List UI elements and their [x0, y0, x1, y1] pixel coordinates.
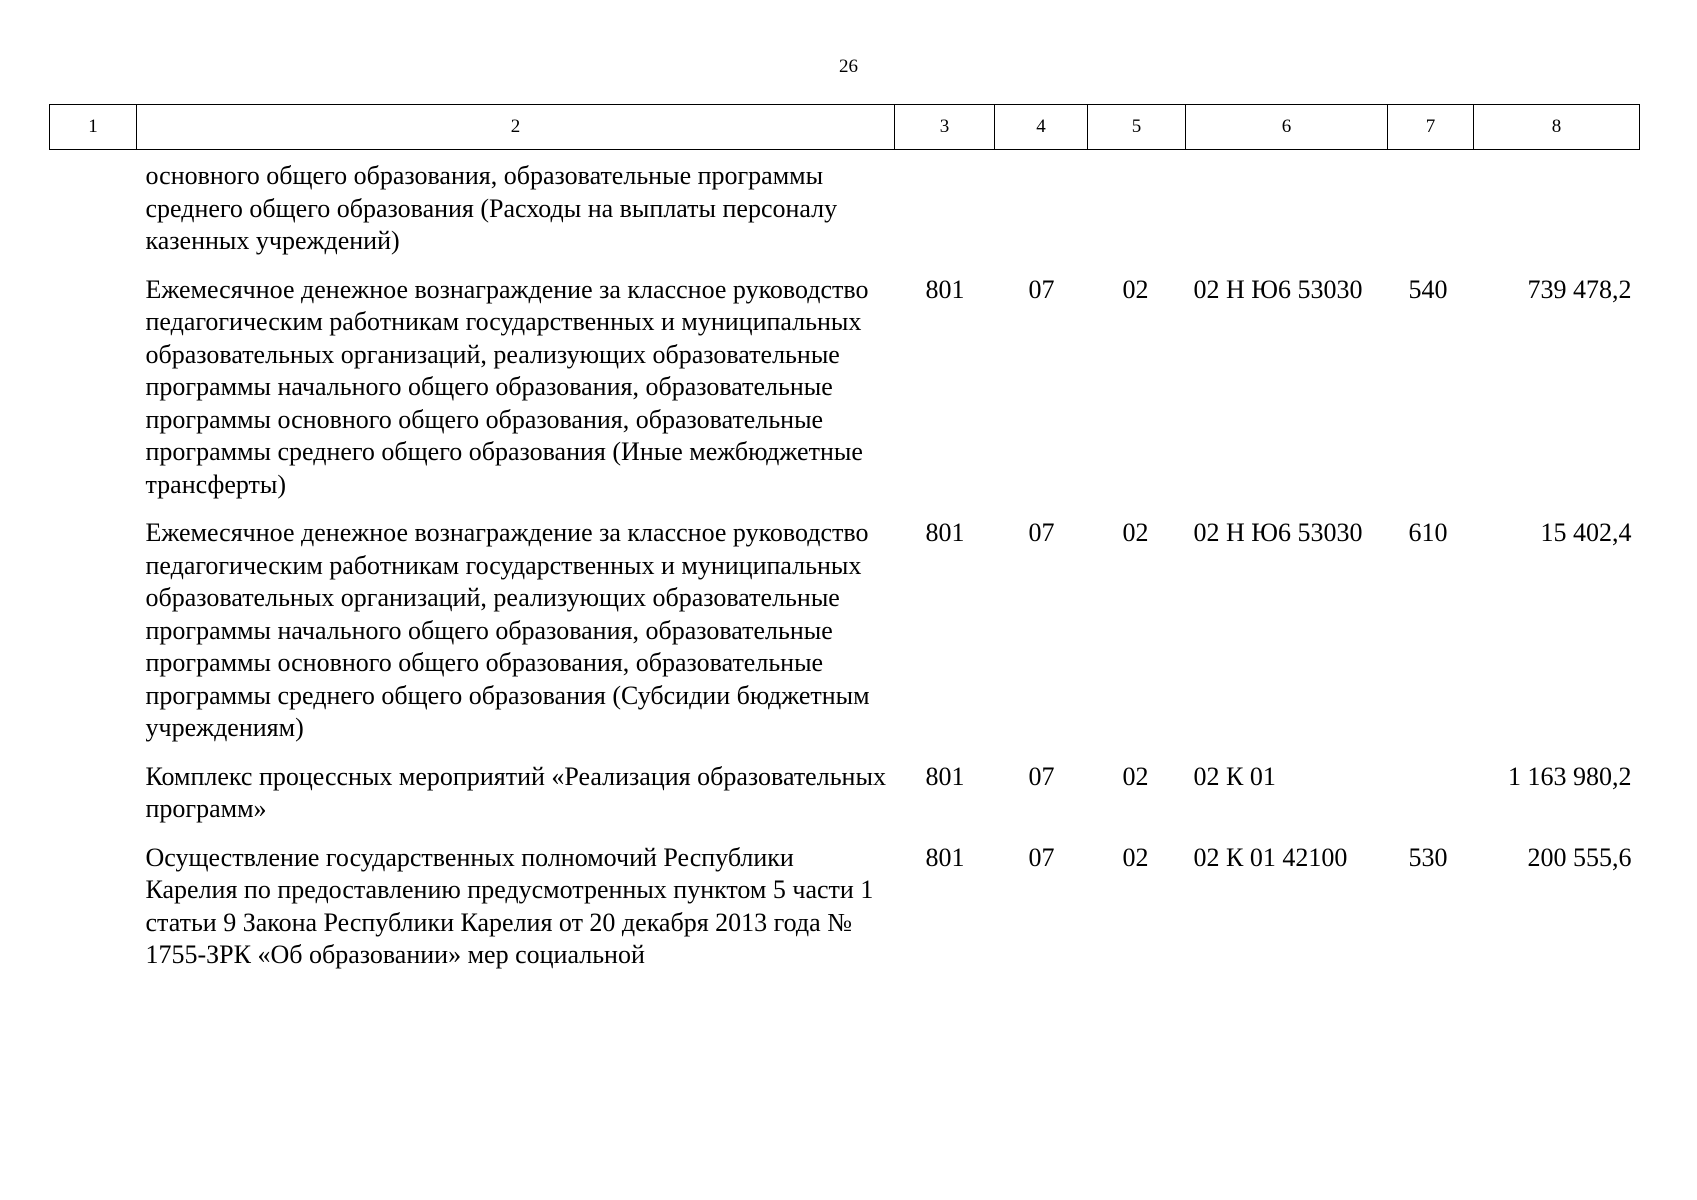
cell-ved: 801	[925, 518, 965, 547]
budget-table	[49, 104, 1640, 972]
cell-vr: 540	[1408, 274, 1448, 304]
header-col-4: 4	[995, 105, 1088, 150]
cell-number	[50, 501, 137, 745]
cell-vr: 530	[1408, 842, 1448, 872]
cell-number	[50, 258, 137, 502]
table-row	[50, 258, 1640, 502]
header-col-1: 1	[50, 105, 137, 150]
header-col-5: 5	[1088, 105, 1186, 150]
cell-vr	[1388, 150, 1474, 258]
cell-description: Ежемесячное денежное вознаграждение за классное руководство педагогическим работникам государственных и муниципальных образовательных организаций, реализующих образовательные программы начального общего образования, образовательные программы основного общего образования, образовательные программы среднего общего образования (Иные межбюджетные трансферты)	[145, 274, 869, 499]
cell-description: основного общего образования, образовательные программы среднего общего образования (Расходы на выплаты персоналу казенных учреждений)	[145, 161, 838, 255]
cell-csr: 02 К 01	[1193, 761, 1276, 791]
header-col-8: 8	[1474, 105, 1640, 150]
table-row	[50, 501, 1640, 745]
cell-rz: 07	[1028, 518, 1055, 547]
header-row	[50, 105, 1640, 150]
cell-csr: 02 Н Ю6 53030	[1193, 274, 1363, 304]
cell-rz: 07	[1028, 842, 1055, 872]
cell-rz	[995, 150, 1088, 258]
cell-number	[50, 745, 137, 826]
cell-amount: 739 478,2	[1527, 274, 1632, 304]
cell-pr: 02	[1122, 761, 1149, 791]
cell-number	[50, 150, 137, 258]
header-col-3: 3	[895, 105, 995, 150]
table-body	[50, 150, 1640, 972]
header-col-7: 7	[1388, 105, 1474, 150]
page-number: 26	[839, 56, 858, 77]
table-row	[50, 150, 1640, 258]
cell-pr: 02	[1122, 518, 1149, 547]
table-row	[50, 745, 1640, 826]
table-header	[50, 105, 1640, 150]
cell-rz: 07	[1028, 761, 1055, 791]
cell-description: Ежемесячное денежное вознаграждение за классное руководство педагогическим работникам государственных и муниципальных образовательных организаций, реализующих образовательные программы начального общего образования, образовательные программы основного общего образования, образовательные программы среднего общего образования (Субсидии бюджетным учреждениям)	[145, 518, 870, 742]
cell-vr: 610	[1408, 518, 1448, 547]
cell-csr: 02 Н Ю6 53030	[1193, 518, 1363, 547]
cell-pr: 02	[1122, 842, 1149, 872]
cell-amount: 15 402,4	[1540, 518, 1632, 547]
cell-amount: 200 555,6	[1527, 842, 1632, 872]
cell-pr: 02	[1122, 274, 1149, 304]
cell-description: Комплекс процессных мероприятий «Реализация образовательных программ»	[145, 761, 886, 823]
cell-csr	[1186, 150, 1388, 258]
cell-csr: 02 К 01 42100	[1193, 842, 1348, 872]
cell-ved: 801	[925, 842, 965, 872]
cell-number	[50, 826, 137, 972]
header-col-2: 2	[137, 105, 895, 150]
cell-pr	[1088, 150, 1186, 258]
table-row	[50, 826, 1640, 972]
cell-ved: 801	[925, 274, 965, 304]
cell-description: Осуществление государственных полномочий Республики Карелия по предоставлению предусмотренных пунктом 5 части 1 статьи 9 Закона Республики Карелия от 20 декабря 2013 года № 1755-ЗРК «Об образовании» мер социальной	[145, 842, 874, 969]
cell-ved: 801	[925, 761, 965, 791]
cell-amount: 1 163 980,2	[1508, 761, 1632, 791]
header-col-6: 6	[1186, 105, 1388, 150]
cell-rz: 07	[1028, 274, 1055, 304]
cell-amount	[1474, 150, 1640, 258]
cell-vr	[1388, 745, 1474, 826]
cell-ved	[895, 150, 995, 258]
